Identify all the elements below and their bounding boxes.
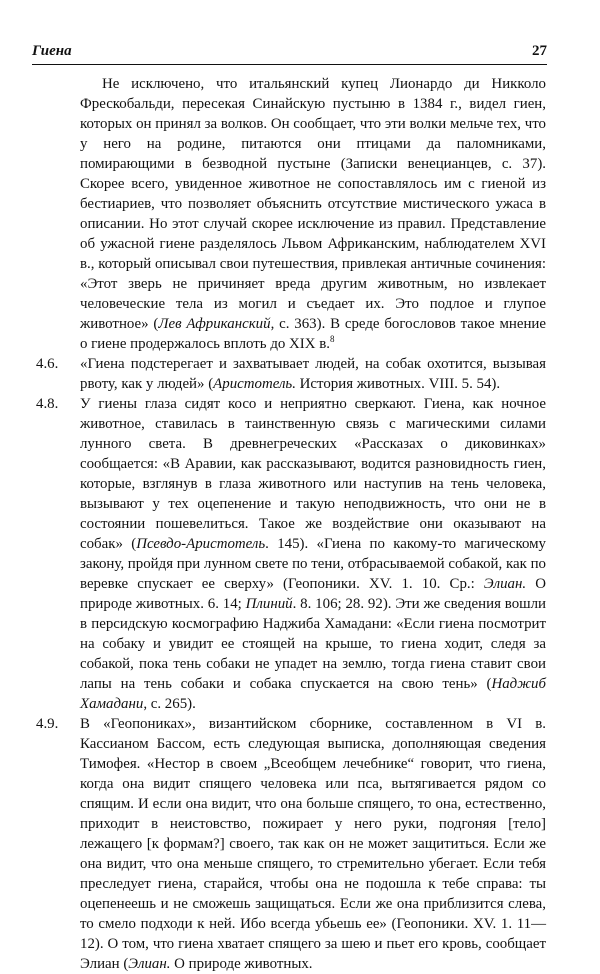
citation-author: Аристотель.	[213, 376, 296, 392]
intro-paragraph	[80, 74, 546, 354]
entry-number: 4.8.	[36, 396, 59, 412]
entry-text-segment: О природе животных. 6. 14;	[80, 576, 546, 612]
intro-text-end: , с. 363). В среде богословов такое мнение о гиене продержалось вплоть до XIX в.	[80, 316, 546, 352]
citation-author: Элиан.	[128, 956, 171, 972]
intro-text: Не исключено, что итальянский купец Лионардо ди Никколо Фрескобальди, пересекая Синайскую пустыню в 1384 г., видел гиен, которых он принял за волков. Он сообщает, что эти волки мельче тех, что у него на родине, питаются они птицами да паломниками, помирающими в безводной пустыне (Записки венецианцев, с. 37). Скорее всего, увиденное животное не сопоставлялось им с гиеной из бестиариев, что позволяет объяснить отсутствие мистического ужаса в описании. Но этот случай скорее исключение из правил. Представление об ужасной гиене разделялось Львом Африканским, наблюдателем XVI в., который описывал свои путешествия, привлекая античные сочинения: «Этот зверь не причиняет вреда другим животным, но извлекает человеческие тела из могил и съедает их. Это подлое и глупое животное» (	[80, 76, 546, 332]
citation-author: Плиний	[245, 596, 293, 612]
running-title: Гиена	[32, 43, 72, 59]
entry-text	[80, 714, 546, 974]
citation-author: Элиан.	[483, 576, 527, 592]
entry-number: 4.6.	[36, 356, 59, 372]
entry-text-segment: У гиены глаза сидят косо и неприятно сверкают. Гиена, как ночное животное, ставилась в таинственную связь с магическими силами лунного света. В древнегреческих «Рассказах о диковинках» сообщается: «В Аравии, как рассказывают, водится разновидность гиен, которые, взглянув в глаза животного или наступив на тень человека, вызывают у тех оцепенение и такую неподвижность, что они не в состоянии пошевелиться. Такое же воздействие они оказывают на собак» (	[80, 396, 546, 552]
entry-number: 4.9.	[36, 716, 59, 732]
entry-4-9	[36, 714, 546, 974]
entry-text-segment: «Гиена подстерегает и захватывает людей, на собак охотится, вызывая рвоту, как у людей» (	[80, 356, 546, 392]
intro-citation: Лев Африканский	[158, 316, 271, 332]
entry-4-8	[36, 394, 547, 714]
numbered-entries	[36, 354, 547, 974]
entry-text-segment: , с. 265).	[143, 696, 196, 712]
entry-text	[80, 394, 546, 714]
entry-text	[80, 354, 546, 394]
entry-text-segment: О природе животных.	[170, 956, 313, 972]
main-text	[36, 74, 547, 974]
citation-author: Псевдо-Аристотель	[136, 536, 266, 552]
entry-text-segment: . 8. 106; 28. 92). Эти же сведения вошли в персидскую космографию Наджиба Хамадани: «Если гиена посмотрит на собаку и увидит ее стоящей на крыше, то гиена ходит, следя за собакой, пока тень собаки не упадет на землю, тогда гиена ставит свои лапы на тень собаки и собака спускается на свою тень» (	[80, 596, 547, 692]
page-number: 27	[532, 43, 547, 59]
entry-text-segment: . 145). «Гиена по какому-то магическому закону, пройдя при лунном свете по тени, отбрасываемой собакой, как по веревке спускает ее сверху» (Геопоники. XV. 1. 10. Ср.:	[80, 536, 546, 592]
citation-author: Наджиб Хамадани	[80, 676, 546, 712]
footnote-mark: 8	[330, 334, 335, 345]
entry-text-segment: В «Геопониках», византийском сборнике, составленном в VI в. Кассианом Бассом, есть следующая выписка, дополняющая сведения Тимофея. «Нестор в своем „Всеобщем лечебнике“ говорит, что гиена, когда она видит спящего человека или пса, вытягивается рядом со спящим. И если она видит, что она больше спящего, то она, естественно, приходит в неистовство, пожирает у него руки, подгоняя [тело] лежащего [к формам?] своего, так как он не может защититься. Если же она видит, что она меньше спящего, то стремительно убегает. Если тебя преследует гиена, старайся, чтобы она не подошла к тебе справа: ты оцепенеешь и не сможешь защищаться. Если же она приблизится слева, то смело подходи к ней. Ибо всегда убьешь ее» (Геопоники. XV. 1. 11—12). О том, что гиена хватает спящего за шею и пьет его кровь, сообщает Элиан (	[80, 716, 546, 972]
running-header	[32, 40, 547, 65]
entry-4-6	[36, 354, 546, 394]
entry-text-segment: История животных. VIII. 5. 54).	[295, 376, 501, 392]
